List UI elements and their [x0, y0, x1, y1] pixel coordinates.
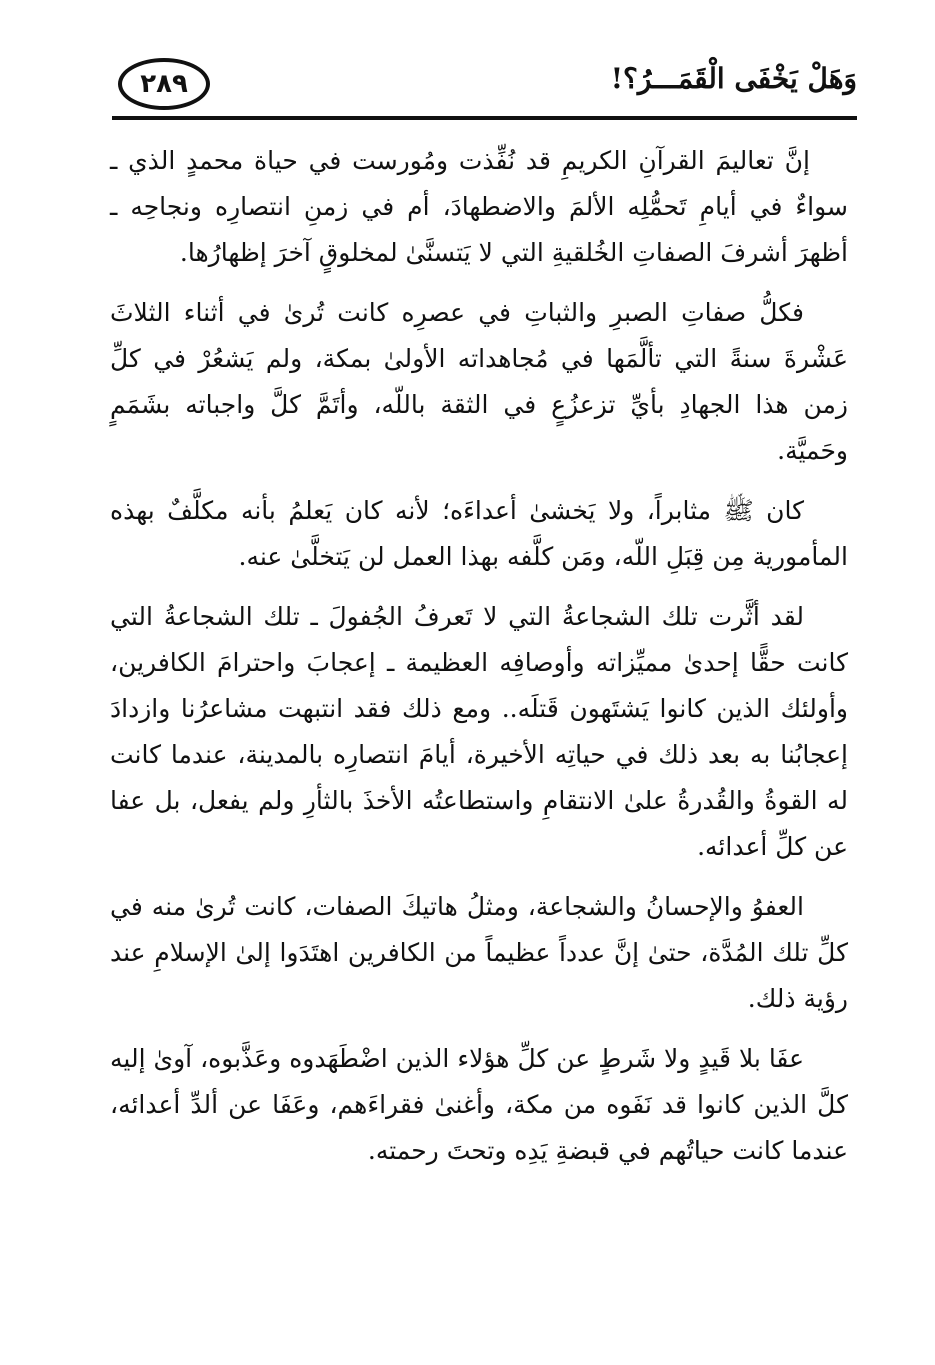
paragraph-3: كان ﷺ مثابراً، ولا يَخشىٰ أعداءَه؛ لأنه كان يَعلمُ بأنه مكلَّفٌ بهذه المأمورية مِن قِبَلِ اللّه، ومَن كلَّفه بهذا العمل لن يَتخلَّىٰ عنه.: [110, 496, 848, 571]
paragraph-4: لقد أثَّرت تلك الشجاعةُ التي لا تَعرفُ الجُفولَ ـ تلك الشجاعةُ التي كانت حقًّا إحدىٰ مميِّزاته وأوصافِه العظيمة ـ إعجابَ واحترامَ الكافرين، وأولئك الذين كانوا يَشتَهون قَتلَه.. ومع ذلك فقد انتبهت مشاعرُنا وازدادَ إعجابُنا به بعد ذلك في حياتِه الأخيرة، أيامَ انتصارِه بالمدينة، عندما كانت له القوةُ والقُدرةُ علىٰ الانتقامِ واستطاعتُه الأخذَ بالثأرِ ولم يفعل، بل عفا عن كلِّ أعدائه.: [110, 602, 848, 861]
page-header: [112, 52, 857, 122]
page-number: ٢٨٩: [118, 58, 210, 110]
paragraph-2: فكلُّ صفاتِ الصبرِ والثباتِ في عصرِه كانت تُرىٰ في أثناء الثلاثَ عَشْرةَ سنةً التي تألَّمَها في مُجاهداته الأولىٰ بمكة، ولم يَشعُرْ في كلِّ زمن هذا الجهادِ بأيِّ تزعزُعٍ في الثقة باللّه، وأتَمَّ كلَّ واجباته بشَمَمٍ وحَميَّة.: [110, 298, 848, 465]
paragraph-1: إنَّ تعاليمَ القرآنِ الكريمِ قد نُفِّذت ومُورست في حياة محمدٍ الذي ـ سواءٌ في أيامِ تَحمُّلِه الألمَ والاضطهادَ، أم في زمنِ انتصارِه ونجاحِه ـ أظهرَ أشرفَ الصفاتِ الخُلقيةِ التي لا يَتسنَّىٰ لمخلوقٍ آخرَ إظهارُها.: [110, 146, 848, 267]
paragraph-5: العفوُ والإحسانُ والشجاعة، ومثلُ هاتيكَ الصفات، كانت تُرىٰ منه في كلِّ تلك المُدَّة، حتىٰ إنَّ عدداً عظيماً من الكافرين اهتَدَوا إلىٰ الإسلامِ عند رؤية ذلك.: [110, 892, 848, 1013]
running-title: وَهَلْ يَخْفَى الْقَمَـــرُ؟!: [610, 62, 857, 95]
header-divider: [112, 116, 857, 120]
paragraph-6: عفَا بلا قَيدٍ ولا شَرطٍ عن كلِّ هؤلاء الذين اضْطَهَدوه وعَذَّبوه، آوىٰ إليه كلَّ الذين كانوا قد نَفَوه من مكة، وأغنىٰ فقراءَهم، وعَفَا عن ألدِّ أعدائه، عندما كانت حياتُهم في قبضةِ يَدِه وتحتَ رحمته.: [110, 1044, 848, 1165]
page-body: [110, 138, 848, 1188]
